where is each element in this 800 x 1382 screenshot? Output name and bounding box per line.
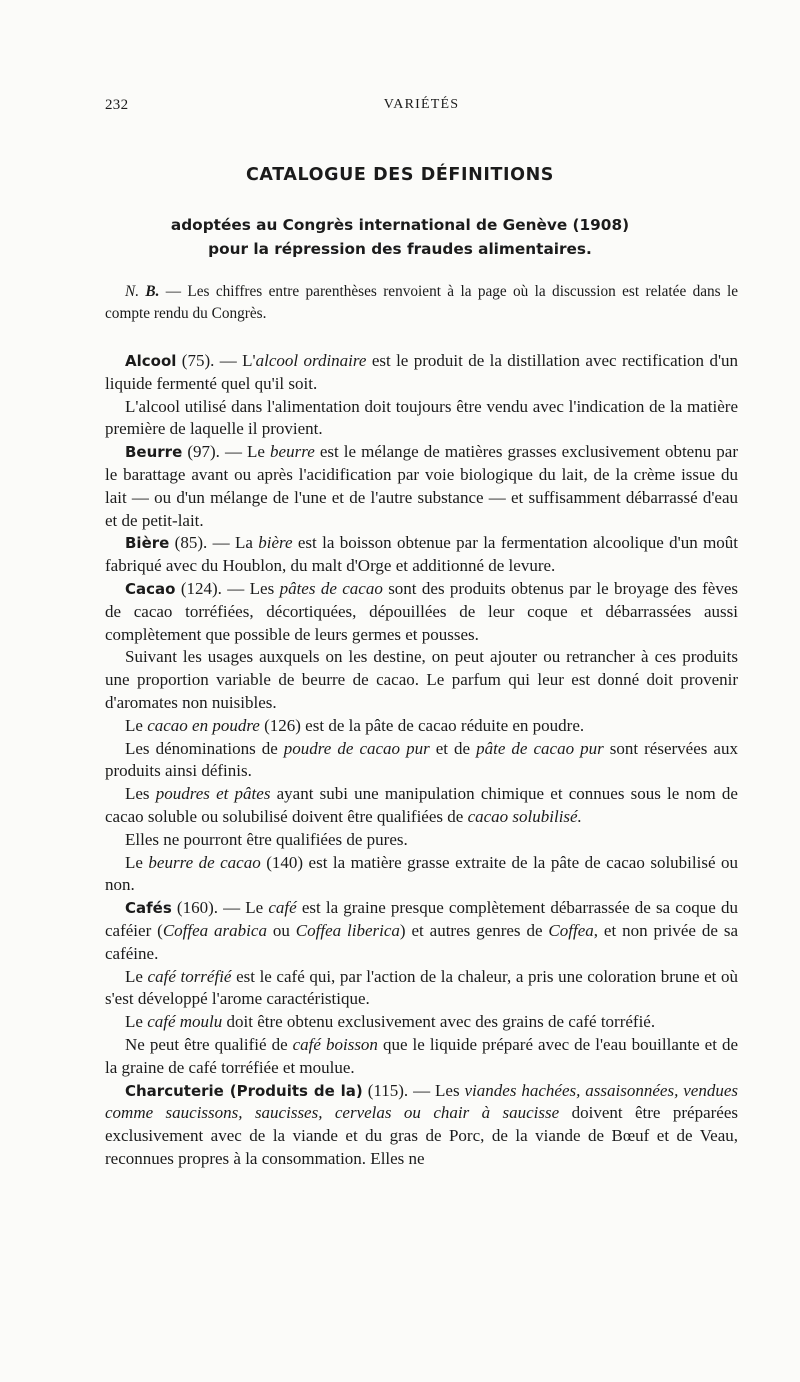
entry-alcool [105, 350, 738, 396]
subtitle-line-1: adoptées au Congrès international de Genève (1908) [170, 216, 630, 234]
entry-italic: Coffea [548, 920, 594, 940]
editorial-note [105, 281, 738, 325]
entry-text: Ne peut être qualifié de [125, 1034, 293, 1054]
entry-text: est la boisson obtenue par la fermentation alcoolique d'un moût fabriqué avec du Houblon, du malt d'Orge et additionné de levure. [105, 533, 739, 576]
entry-text: (140) est la matière grasse extraite de la pâte de cacao solubilisé ou non. [105, 852, 738, 895]
entry-cafes-para-2 [105, 966, 738, 1012]
entry-term: Charcuterie (Produits de la) [125, 1081, 363, 1100]
entry-text: est le produit de la distillation avec rectification d'un liquide fermenté quel qu'il soit. [105, 351, 739, 393]
entry-ref: (124). — [175, 578, 250, 598]
entry-italic: poudre de cacao pur [283, 738, 430, 758]
entry-text: Le [125, 852, 149, 872]
entry-alcool-para-2: L'alcool utilisé dans l'alimentation doit toujours être vendu avec l'indication de la matière première de laquelle il provient. [105, 396, 738, 439]
entry-text: Le [125, 966, 148, 986]
entry-text: sont des produits obtenus par le broyage des fèves de cacao torréfiées, décortiquées, dépouillées de leur coque et débarrassées aussi complètement que possible de leurs germes et pousses. [105, 578, 739, 644]
document-title: CATALOGUE DES DÉFINITIONS [245, 165, 555, 185]
note-text: — Les chiffres entre parenthèses renvoient à la page où la discussion est relatée dans le compte rendu du Congrès. [105, 283, 738, 322]
entry-text: ayant subi une manipulation chimique et connues sous le nom de cacao soluble ou solubilisé doivent être qualifiées de [105, 784, 738, 826]
entry-text: Le [125, 1012, 148, 1032]
entry-cacao-para-3 [105, 715, 738, 738]
entry-italic: bière [258, 533, 293, 553]
body-text [105, 281, 738, 1171]
document-subtitle [0, 213, 800, 261]
entry-text: Les [435, 1080, 465, 1100]
entry-italic: café moulu [147, 1012, 223, 1032]
entry-text: ou [266, 920, 296, 940]
entry-text: et de [429, 738, 477, 758]
entry-text: Le [245, 898, 269, 918]
page-number: 232 [105, 97, 129, 113]
entry-text: Le [247, 442, 271, 462]
entry-italic: pâtes de cacao [279, 578, 383, 598]
entry-text: que le liquide préparé avec de l'eau bouillante et de la graine de café torréfiée et moulue. [105, 1034, 738, 1077]
entry-text: est le mélange de matières grasses exclusivement obtenu par le barattage avant ou après l'acidification par voie biologique du lait, de la crème issue du lait — ou d'un mélange de l'une et de l'autre substance — et suffisamment débarrassé d'eau et de petit-lait. [105, 442, 738, 530]
entry-text: doit être obtenu exclusivement avec des grains de café torréfié. [222, 1012, 656, 1032]
entry-charcuterie [105, 1080, 738, 1171]
entry-text: La [234, 533, 259, 553]
entry-cacao-para-5 [105, 783, 738, 829]
entry-term: Alcool [125, 352, 177, 370]
entry-italic: viandes hachées, assaisonnées, vendues comme saucissons, saucisses, cervelas ou chair à saucisse [105, 1080, 738, 1123]
entry-term: Cafés [125, 899, 172, 918]
running-title: VARIÉTÉS [383, 97, 460, 112]
entry-italic: cacao en poudre [147, 715, 260, 735]
entry-cacao-para-2: Suivant les usages auxquels on les destine, on peut ajouter ou retrancher à ces produits une proportion variable de beurre de cacao. Le parfum qui leur est donné doit provenir d'aromates non nuisibles. [105, 647, 738, 712]
entry-ref: (75). — [176, 351, 243, 370]
entry-text: Les [249, 578, 280, 598]
entry-cacao-para-7 [105, 852, 738, 898]
entry-beurre [105, 441, 738, 532]
entry-italic: pâte de cacao pur [476, 738, 604, 758]
entry-italic: beurre [270, 442, 315, 462]
entry-text: Le [125, 715, 148, 735]
entry-text: , et non privée de sa caféine. [105, 920, 739, 963]
entry-text: sont réservées aux produits ainsi définis. [105, 738, 738, 781]
entry-italic: beurre de cacao [148, 852, 261, 872]
subtitle-line-2: pour la répression des fraudes alimentaires. [208, 240, 592, 258]
entry-text: ) et autres genres de [399, 920, 549, 940]
running-head [105, 97, 738, 119]
entry-italic: alcool ordinaire [255, 351, 367, 370]
entry-term: Cacao [125, 579, 176, 598]
entry-italic: Coffea arabica [162, 920, 267, 940]
note-label-b: B. [145, 283, 160, 300]
entry-italic: café boisson [292, 1034, 378, 1054]
entry-cafes-para-4 [105, 1034, 738, 1080]
entry-text: (126) est de la pâte de cacao réduite en poudre. [259, 715, 585, 735]
entry-cacao-para-4 [105, 738, 738, 784]
entry-italic: poudres et pâtes [155, 784, 271, 804]
entry-ref: (97). — [182, 442, 248, 462]
entry-text: L' [242, 351, 256, 370]
entry-italic: café torréfié [147, 966, 232, 986]
entry-italic: cacao solubilisé. [467, 806, 582, 826]
entry-text: doivent être préparées exclusivement avec de la viande et du gras de Porc, de la viande de Bœuf et de Veau, reconnues propres à la consommation. Elles ne [105, 1103, 738, 1168]
note-label-n: N. [125, 283, 140, 300]
entry-text: Les dénominations de [125, 738, 284, 758]
entry-ref: (85). — [169, 533, 235, 553]
entry-term: Beurre [125, 443, 183, 462]
entry-ref: (160). — [171, 898, 246, 918]
entry-term: Bière [125, 534, 170, 553]
entry-italic: café [268, 898, 297, 918]
entry-cafes [105, 897, 738, 965]
entry-text: est le café qui, par l'action de la chaleur, a pris une coloration brune et où s'est développé l'arome caractéristique. [105, 966, 738, 1009]
entry-cacao-para-6: Elles ne pourront être qualifiées de pures. [125, 829, 408, 849]
entry-italic: Coffea liberica [295, 920, 400, 940]
entry-cafes-para-3 [105, 1011, 738, 1034]
entry-ref: (115). — [362, 1080, 436, 1100]
entry-text: Les [125, 784, 156, 804]
entry-cacao [105, 578, 738, 646]
entry-biere [105, 532, 738, 578]
entry-text: est la graine presque complètement débarrassée de sa coque du caféier ( [105, 898, 738, 940]
